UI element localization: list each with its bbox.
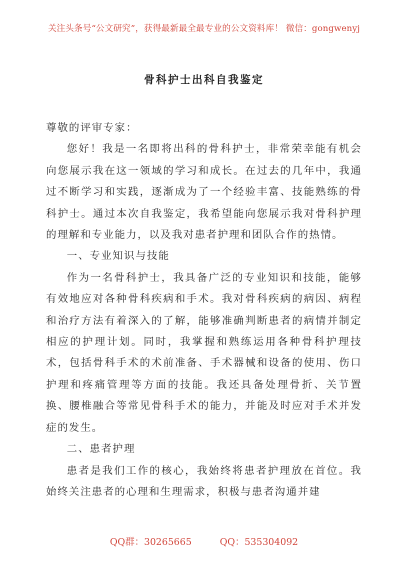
document-body [46, 118, 362, 503]
skills-paragraph: 作为一名骨科护士，我具备广泛的专业知识和技能，能够有效地应对各种骨科疾病和手术。我对骨科疾病的病因、病程和治疗方法有着深入的了解，能够准确判断患者的病情并制定相应的护理计划。同时，我掌握和熟练运用各种骨科护理技术，包括骨科手术的术前准备、手术器械和设备的使用、伤口护理和疼痛管理等方面的技能。我还具备处理骨折、关节置换、腰椎融合等常见骨科手术的能力，并能及时应对手术并发症的发生。 [46, 271, 362, 434]
salutation: 尊敬的评审专家： [46, 122, 138, 134]
section-heading-patient-care: 二、患者护理 [66, 443, 136, 456]
qq-group-label: QQ群：30265665 [109, 537, 192, 548]
qq-number-label: QQ：535304092 [219, 537, 299, 548]
document-title: 骨科护士出科自我鉴定 [144, 74, 264, 86]
section-heading-skills: 一、专业知识与技能 [66, 250, 170, 263]
footer-contact [0, 534, 408, 548]
patient-care-paragraph: 患者是我们工作的核心，我始终将患者护理放在首位。我始终关注患者的心理和生理需求，积极与患者沟通并建 [46, 464, 362, 498]
intro-paragraph: 您好！我是一名即将出科的骨科护士，非常荣幸能有机会向您展示我在这一领域的学习和成长。在过去的几年中，我通过不断学习和实践，逐渐成为了一个经验丰富、技能熟练的骨科护士。通过本次自我鉴定，我希望能向您展示我对骨科护理的理解和专业能力，以及我对患者护理和团队合作的热情。 [46, 143, 362, 242]
header-banner: 关注头条号“公文研究”，获得最新最全最专业的公文资料库！ 微信：gongwenyj [47, 24, 361, 34]
